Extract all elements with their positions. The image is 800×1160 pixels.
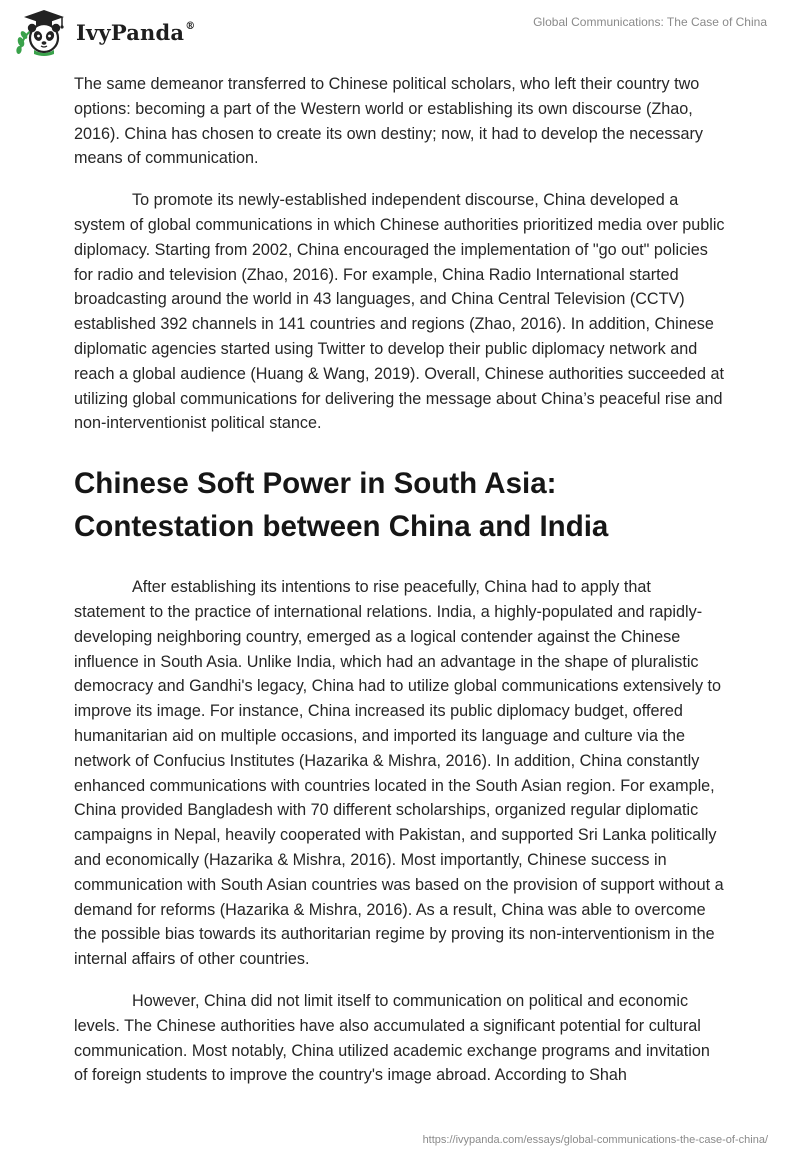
document-title: Global Communications: The Case of China (533, 15, 767, 29)
panda-graduate-icon (14, 8, 70, 56)
footer-url[interactable]: https://ivypanda.com/essays/global-communications-the-case-of-china/ (422, 1134, 768, 1146)
paragraph-4: However, China did not limit itself to communication on political and economic levels. The Chinese authorities have also accumulated a significant potential for cultural communication. Most notably, China utilized academic exchange programs and invitation of foreign students to improve the country's image abroad. According to Shah (74, 991, 710, 1085)
paragraph-3: After establishing its intentions to rise peacefully, China had to apply that statement to the practice of international relations. India, a highly-populated and rapidly-developing neighboring country, emerged as a logical contender against the Chinese influence in South Asia. Unlike India, which had an advantage in the shape of pluralistic democracy and Gandhi's legacy, China had to utilize global communications extensively to improve its image. For instance, China increased its public diplomacy budget, offered humanitarian aid on multiple occasions, and imported its language and culture via the network of Confucius Institutes (Hazarika & Mishra, 2016). In addition, China constantly enhanced communications with countries located in the South Asian region. For example, China provided Bangladesh with 70 different scholarships, organized regular diplomatic campaigns in Nepal, heavily cooperated with Pakistan, and supported Sri Lanka politically and economically (Hazarika & Mishra, 2016). Most importantly, Chinese success in communication with South Asian countries was based on the provision of support without a demand for reforms (Hazarika & Mishra, 2016). As a result, China was able to overcome the possible bias towards its authoritarian regime by proving its non-interventionism in the internal affairs of other countries. (74, 578, 724, 969)
essay-body (74, 72, 726, 1105)
paragraph-1: The same demeanor transferred to Chinese political scholars, who left their country two options: becoming a part of the Western world or establishing its own discourse (Zhao, 2016). China has chosen to create its own destiny; now, it had to develop the necessary means of communication. (74, 75, 703, 168)
brand-name: IvyPanda® (76, 19, 196, 45)
section-heading: Chinese Soft Power in South Asia: Contestation between China and India (74, 467, 609, 544)
trademark-symbol: ® (185, 20, 196, 32)
page-header (0, 0, 800, 62)
paragraph-2: To promote its newly-established independent discourse, China developed a system of global communications in which Chinese authorities prioritized media over public diplomacy. Starting from 2002, China encouraged the implementation of "go out" policies for radio and television (Zhao, 2016). For example, China Radio International started broadcasting around the world in 43 languages, and China Central Television (CCTV) established 392 channels in 141 countries and regions (Zhao, 2016). In addition, Chinese diplomatic agencies started using Twitter to develop their public diplomacy network and reach a global audience (Huang & Wang, 2019). Overall, Chinese authorities succeeded at utilizing global communications for delivering the message about China’s peaceful rise and non-interventionist political stance. (74, 191, 725, 433)
brand-logo[interactable] (14, 8, 195, 56)
